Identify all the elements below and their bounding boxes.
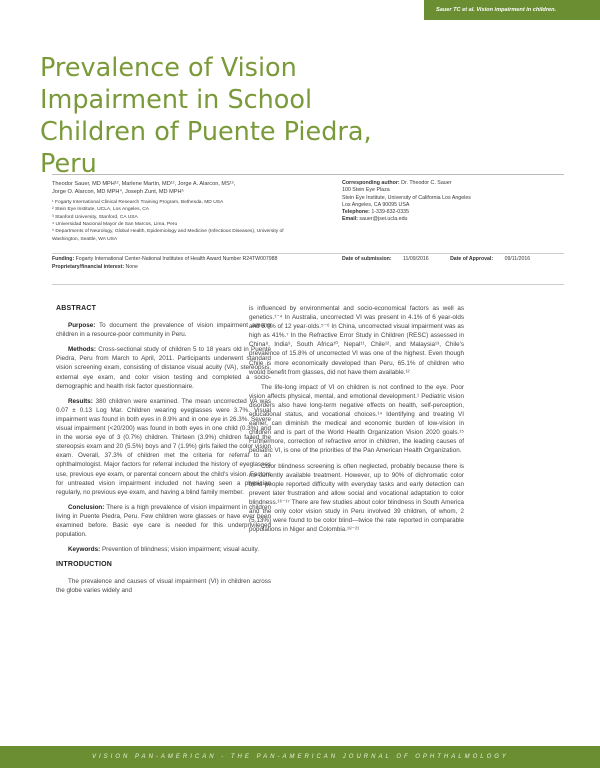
abstract-methods: Methods: Cross-sectional study of children 5 to 18 years old in Puente Piedra, Peru from March to April, 2011. Participants underwent standard vision screening exam, consisting of distance visual acuity (VA), stereopsis, external eye exam, and color vision testing and completed a socio-demographic and health risk factor questionnaire. — [56, 346, 271, 390]
funding-label: Funding: — [52, 256, 75, 262]
submission-date: 11/09/2016 — [403, 256, 429, 262]
intro-paragraph: The life-long impact of VI on children is not confined to the eye. Poor vision affects physical, mental, and emotional development.¹ Pediatric vision disorders also have long-term negative effects on health, self-perception, educational status, and vocational choices.¹⁴ Identifying and treating VI earlier, can diminish the medical and economic burden of low-vision in children and is part of the World Health Organization Vision 2020 goals.¹⁵ Furthermore, correction of refractive error in children, the leading causes of pediatric VI, is one of the priorities of the Pan American Health Organization. — [249, 383, 464, 455]
column-right — [249, 304, 464, 540]
divider — [52, 284, 564, 285]
divider — [52, 253, 564, 254]
address-line: Stein Eye Institute, University of California Los Angeles — [342, 194, 471, 201]
abstract-heading: ABSTRACT — [56, 305, 97, 312]
intro-paragraph: is influenced by environmental and socio-economical factors as well as genetics.¹⁻⁴ In Australia, uncorrected VI was present in 4.1% of 6 year-olds and 5.0% of 12 year-olds.⁵⁻⁶ In China, uncorrected visual impairment was as high as 41%.⁷ In the Refractive Error Study in Children (RESC) assessed in China⁸, India⁹, South Africa¹⁰, Nepal¹¹, Chile¹², and Malaysia¹³, Chile's prevalence of 15.8% of uncorrected VI was one of the highest. Even though Chile is more economically developed than Peru, 65.1% of children who would benefit from glasses, did not have them available.¹² — [249, 305, 464, 376]
journal-footer: VISION PAN-AMERICAN - THE PAN-AMERICAN JOURNAL OF OPHTHALMOLOGY — [0, 746, 600, 768]
abstract-conclusion: Conclusion: There is a high prevalence of vision impairment in children living in Puente Piedra, Peru. Few children wore glasses or have ever been examined before. Basic eye care is needed for this underprivileged population. — [56, 503, 272, 539]
corresponding-name: Dr. Theodor C. Sauer — [401, 180, 452, 186]
affiliation: ³ Stanford University, Stanford, CA USA — [52, 214, 138, 220]
corresponding-author-block — [342, 180, 564, 224]
article-title: Prevalence of Vision Impairment in School Children of Puente Piedra, Peru — [40, 53, 372, 179]
interest-label: Proprietary/financial interest: — [52, 263, 125, 270]
introduction-heading: INTRODUCTION — [56, 561, 113, 569]
intro-paragraph: The prevalence and causes of visual impairment (VI) in children across the globe varies widely and — [56, 578, 271, 595]
abstract-purpose: Purpose: To document the prevalence of vision impairment among children in a resource-poor community in Peru. — [56, 322, 272, 339]
funding-text: Fogarty International Center-National Institutes of Health Award Number R24TW007988 — [75, 256, 278, 262]
address-line: Los Angeles, CA 90095 USA — [342, 201, 410, 208]
abstract-keywords: Keywords: Prevention of blindness; vision impairment; visual acuity. — [68, 546, 259, 554]
intro-paragraph: Color blindness screening is often neglected, probably because there is no currently available treatment. However, up to 90% of dichromatic color blind people reported difficulty with everyday tasks and early detection can prevent later frustration and allow social and vocational adaptation to color blindness.¹⁶⁻¹⁷ There are few studies about color blindness in South America and the only color vision study in Peru involved 39 children, of whom, 2 (5.13%) were found to be color blind—twice the rate reported in comparable populations in Niger and Colombia.¹⁸⁻²¹ — [249, 462, 464, 534]
dates-block — [342, 256, 564, 264]
submission-label: Date of submission: — [342, 256, 392, 262]
email-link[interactable]: sauer@jsei.ucla.edu — [359, 216, 408, 223]
funding-block — [52, 256, 302, 271]
column-left — [56, 304, 271, 602]
affiliation: ² Stein Eye Institute, UCLA, Los Angeles, CA — [52, 207, 150, 213]
divider — [52, 174, 564, 175]
affiliations — [52, 199, 288, 243]
interest-text: None — [125, 263, 138, 270]
affiliation: ⁴ Universidad Nacional Mayor de San Marcos, Lima, Peru — [52, 222, 178, 228]
email-label: Email: — [342, 216, 358, 223]
telephone-label: Telephone: — [342, 209, 370, 216]
affiliation: ¹ Fogarty International Clinical Research Training Program, Bethesda, MD USA — [52, 199, 224, 205]
authors-block — [52, 180, 288, 243]
affiliation: ⁵ Departments of Neurology, Global Health, Epidemiology and Medicine (Infectious Diseases), University of Washington, Seattle, WA USA — [52, 229, 284, 242]
approval-date: 09/11/2016 — [504, 256, 531, 262]
approval-label: Date of Approval: — [450, 256, 494, 262]
authors-line: Theodor Sauer, MD MPH¹², Marlene Martin, MD¹², Jorge A. Alarcon, MS¹³, — [52, 181, 236, 187]
authors-line: Jorge O. Alarcon, MD MPH⁴, Joseph Zunt, MD MPH⁵ — [52, 189, 184, 196]
corresponding-label: Corresponding author: — [342, 180, 400, 186]
running-head: Sauer TC et al. Vision impairment in children. — [424, 0, 600, 20]
abstract-results: Results: 380 children were examined. The mean uncorrected VA was 0.07 ± 0.13 Log Mar. Children wearing eyeglasses were 3.7%. Visual impairment was found in both eyes in 8.9% and in one eye in 26.3%. Severe visual impairment (<20/200) was found in both eyes in one child (0.3%) and in the worse eye of 3 (0.7%) children. Thirteen (3.9%) children failed the stereopsis exam and 20 (5.5%) boys and 7 (1.9%) girls failed the color vision exam. Overall, 37.3% of children met the criteria for referral to an ophthalmologist. Major factors for referral included the history of eyeglasses use, previous eye exam, or parental concern about the child's vision. Factors for untreated vision impairment included not having seen a physician regularly, no previous eye exam, and having a blind family member. — [56, 397, 272, 496]
telephone: 1-339-832-0335 — [371, 209, 410, 216]
address-line: 100 Stein Eye Plaza — [342, 187, 390, 194]
